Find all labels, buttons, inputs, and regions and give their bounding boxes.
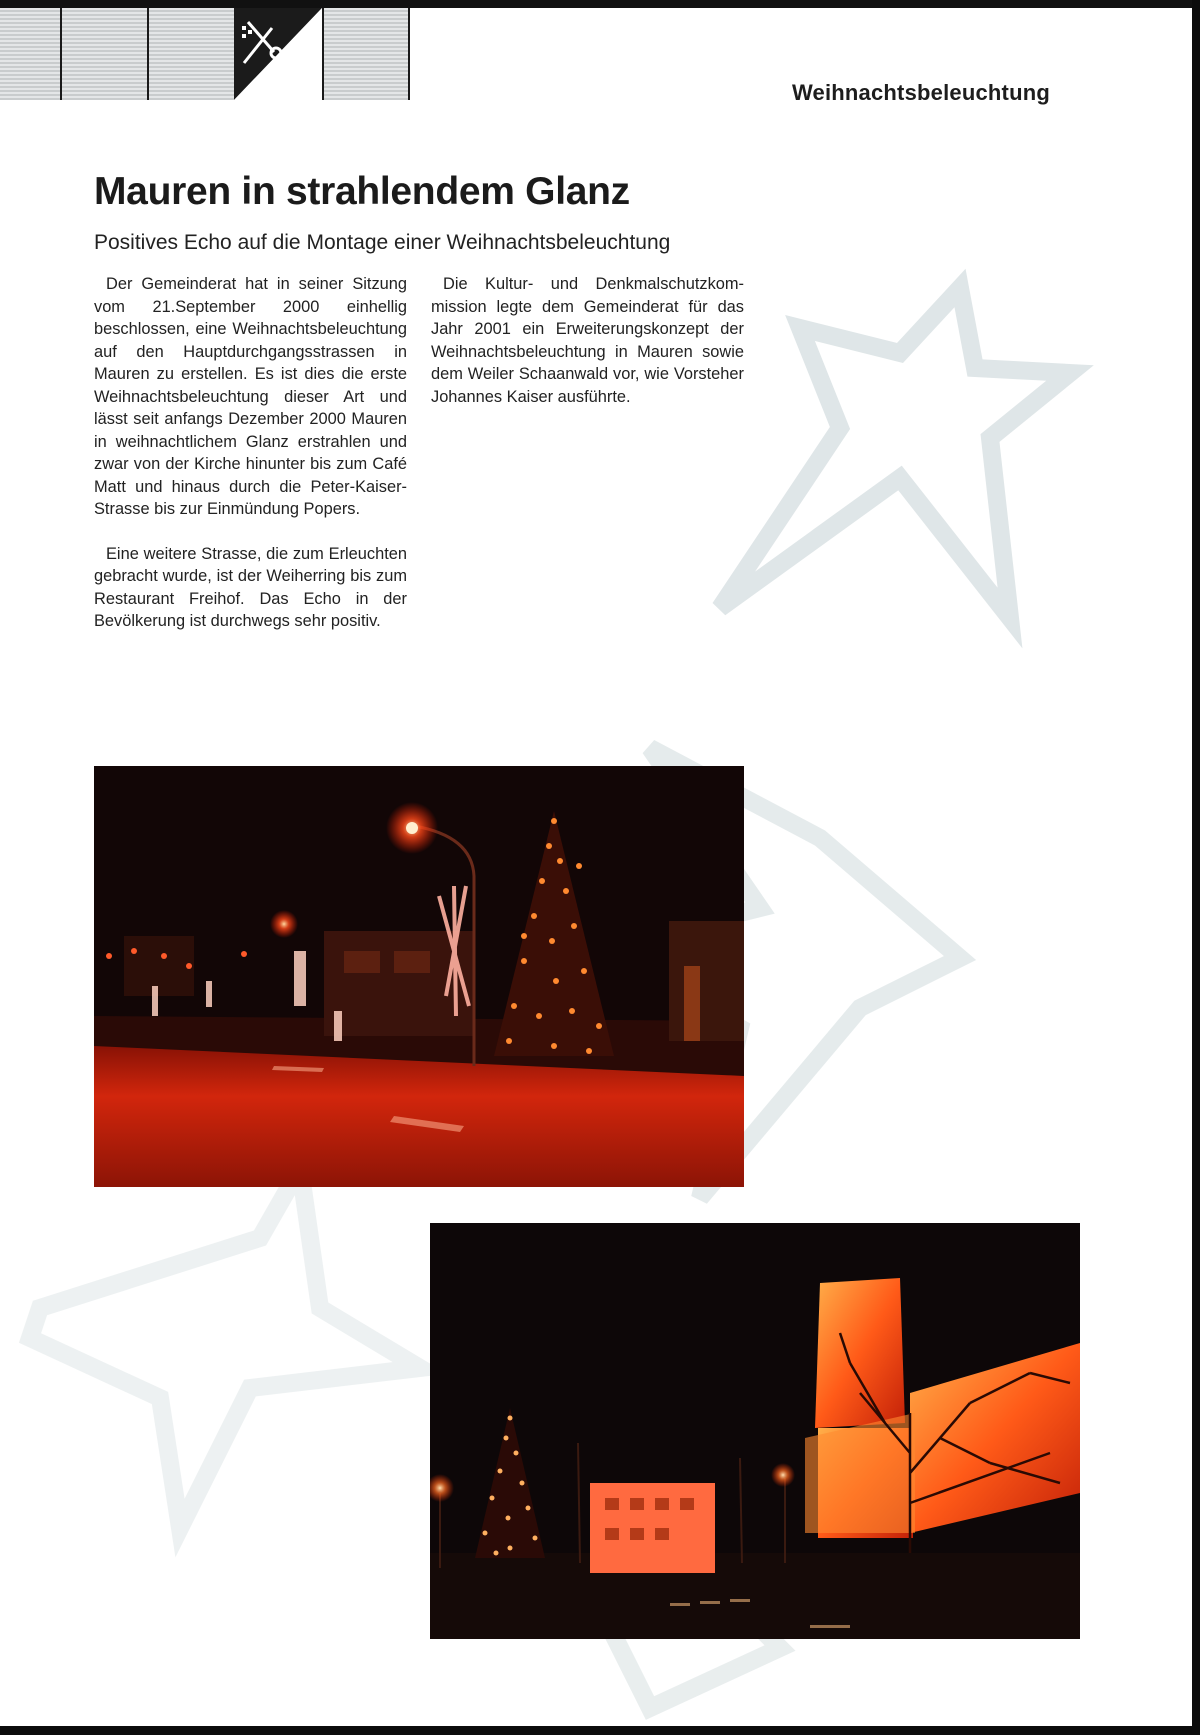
paragraph: Der Gemeinderat hat in seiner Sitzung vom 21.September 2000 einhellig beschlossen, eine Weihnachtsbeleuchtung auf den Hauptdurchgangsstrassen in Mauren zu erstellen. Es ist dies die erste Weihnachtsbeleuchtung dieser Art und lässt seit anfangs Dezember 2000 Mauren in weihnachtlichem Glanz erstrahlen und zwar von der Kirche hinunter bis zum Café Matt und hinaus durch die Peter-Kaiser-Strasse bis zur Einmündung Popers. [94,275,407,518]
text-column-right [431,273,744,430]
photo-street-christmas-lights [94,766,744,1187]
scan-edge [1192,0,1200,1735]
paragraph: Die Kultur- und Denkmalschutzkommission legte dem Gemeinderat für das Jahr 2001 ein Erweiterungskonzept der Weihnachtsbeleuchtung in Mauren sowie dem Weiler Schaanwald vor, wie Vorsteher Johannes Kaiser ausführte. [431,275,744,406]
header-pattern-cell [149,8,234,100]
paragraph: Eine weitere Strasse, die zum Erleuchten gebracht wurde, ist der Weiherring bis zum Restaurant Freihof. Das Echo in der Bevölkerung ist durchwegs sehr positiv. [94,544,407,630]
section-label: Weihnachtsbeleuchtung [791,80,1050,105]
header-pattern-cell [324,8,408,100]
header-divider [408,8,410,100]
scan-edge [0,1726,1200,1735]
photo-illuminated-church [430,1223,1080,1639]
article-title: Mauren in strahlendem Glanz [94,170,630,213]
article-subtitle: Positives Echo auf die Montage einer Weihnachtsbeleuchtung [94,231,671,254]
text-column-left [94,273,407,655]
magazine-page [0,8,1192,1726]
header-strip [0,8,410,100]
header-pattern-cell [62,8,147,100]
crossed-tools-emblem-icon [234,8,322,100]
header-pattern-cell [0,8,60,100]
